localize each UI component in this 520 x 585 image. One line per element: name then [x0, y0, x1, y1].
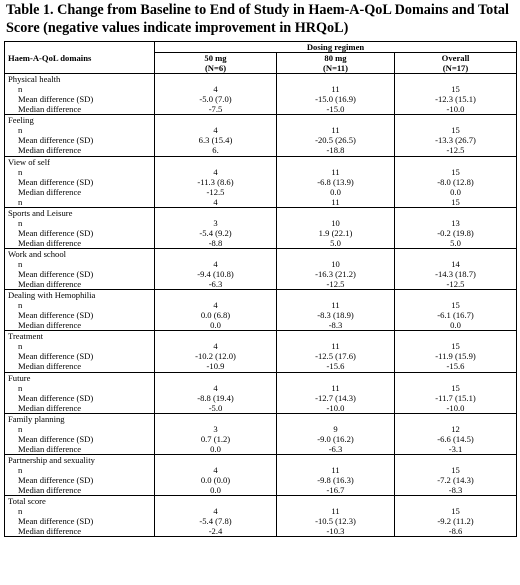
stat-value: 11 [331, 84, 340, 95]
stat-label: n [18, 300, 23, 311]
stat-value: -10.0 [446, 104, 465, 115]
stat-label: n [18, 125, 23, 136]
stat-value: -5.0 [208, 402, 223, 413]
stat-value: 11 [331, 196, 340, 207]
header-domains: Haem-A-QoL domains [5, 42, 155, 74]
stat-value: -12.5 [326, 279, 345, 290]
stat-value: -10.9 [206, 361, 225, 372]
value-cell [395, 454, 517, 495]
stat-value: 4 [213, 300, 218, 311]
stat-value: 3 [213, 423, 218, 434]
value-cell [277, 413, 395, 454]
table-title [6, 1, 516, 37]
domain-spacer [280, 249, 391, 259]
domain-section [5, 496, 517, 537]
stat-value: -8.3 (18.9) [317, 310, 354, 321]
value-cell [395, 496, 517, 537]
stat-value: 11 [331, 506, 340, 517]
stat-label: Mean difference (SD) [18, 176, 94, 187]
table-title-line-2: Score (negative values indicate improvement in HRQoL) [6, 20, 349, 36]
stat-value: 4 [213, 125, 218, 136]
value-cell [155, 454, 277, 495]
stat-value: -12.5 [206, 186, 225, 197]
stat-label: Mean difference (SD) [18, 516, 94, 527]
stat-label: Median difference [18, 443, 82, 454]
value-cell [277, 496, 395, 537]
stat-value: 14 [451, 258, 460, 269]
domain-spacer [398, 331, 513, 341]
stat-label: Median difference [18, 402, 82, 413]
stat-value: -6.8 (13.9) [317, 176, 354, 187]
value-cell [155, 115, 277, 156]
stat-value: 15 [451, 382, 460, 393]
stat-value: 12 [451, 423, 460, 434]
domain-spacer [398, 373, 513, 383]
stat-value: 15 [451, 341, 460, 352]
value-cell [155, 156, 277, 207]
domain-name: View of self [8, 156, 50, 167]
stat-label: Mean difference (SD) [18, 135, 94, 146]
stat-value: -14.3 (18.7) [435, 268, 476, 279]
stat-label: Mean difference (SD) [18, 227, 94, 238]
domain-spacer [280, 455, 391, 465]
value-cell [277, 248, 395, 289]
value-cell [395, 413, 517, 454]
stat-label: n [18, 217, 23, 228]
stat-label: Mean difference (SD) [18, 94, 94, 105]
domain-spacer [158, 331, 273, 341]
header-50mg: 50 mg (N=6) [155, 53, 277, 74]
stat-value: -7.5 [208, 104, 223, 115]
stat-value: 4 [213, 196, 218, 207]
domain-spacer [158, 157, 273, 167]
stat-value: -8.8 [208, 237, 223, 248]
stat-label: Mean difference (SD) [18, 351, 94, 362]
domain-spacer [158, 115, 273, 125]
domain-spacer [280, 496, 391, 506]
stat-label: n [18, 84, 23, 95]
stat-value: -6.6 (14.5) [437, 433, 474, 444]
stat-value: -15.6 [446, 361, 465, 372]
domain-name: Sports and Leisure [8, 207, 73, 218]
domain-spacer [158, 74, 273, 84]
domain-name: Total score [8, 496, 46, 507]
stat-value: 4 [213, 84, 218, 95]
stat-value: -6.1 (16.7) [437, 310, 474, 321]
stat-value: 15 [451, 464, 460, 475]
domain-spacer [280, 74, 391, 84]
domain-cell [5, 496, 155, 537]
stat-value: 0.0 [210, 484, 221, 495]
domain-cell [5, 207, 155, 248]
value-cell [277, 115, 395, 156]
stat-value: -6.3 [208, 279, 223, 290]
header-row-1 [5, 42, 517, 53]
domain-cell [5, 156, 155, 207]
domain-section [5, 207, 517, 248]
domain-cell [5, 372, 155, 413]
stat-value: -9.4 (10.8) [197, 268, 234, 279]
value-cell [277, 454, 395, 495]
domain-name: Dealing with Hemophilia [8, 290, 96, 301]
domain-spacer [398, 290, 513, 300]
domain-spacer [398, 115, 513, 125]
stat-value: -11.9 (15.9) [435, 351, 476, 362]
stat-label: Mean difference (SD) [18, 269, 94, 280]
domain-section [5, 248, 517, 289]
value-cell [155, 496, 277, 537]
stat-value: 0.0 (6.8) [200, 310, 231, 321]
stat-label: Median difference [18, 361, 82, 372]
domain-spacer [158, 208, 273, 218]
domain-name: Treatment [8, 331, 44, 342]
stat-label: Mean difference (SD) [18, 433, 94, 444]
domain-spacer [398, 249, 513, 259]
domain-cell [5, 115, 155, 156]
stat-label: Median difference [18, 186, 82, 197]
stat-value: -9.2 (11.2) [437, 516, 474, 527]
table-title-line-1: Table 1. Change from Baseline to End of Study in Haem-A-QoL Domains and Total [6, 2, 509, 18]
stat-label: Median difference [18, 145, 82, 156]
stat-value: -10.5 (12.3) [315, 516, 356, 527]
domain-section [5, 115, 517, 156]
domain-name: Work and school [8, 248, 67, 259]
header-overall: Overall (N=17) [395, 53, 517, 74]
stat-value: 4 [213, 464, 218, 475]
domain-spacer [280, 414, 391, 424]
domain-spacer [398, 496, 513, 506]
stat-value: -16.3 (21.2) [315, 268, 356, 279]
value-cell [277, 156, 395, 207]
table-body [5, 74, 517, 537]
domain-name: Feeling [8, 115, 34, 126]
domain-cell [5, 74, 155, 115]
value-cell [277, 331, 395, 372]
stat-value: 11 [331, 166, 340, 177]
domain-spacer [280, 290, 391, 300]
stat-label: Median difference [18, 279, 82, 290]
stat-value: 3 [213, 217, 218, 228]
stat-value: -10.0 [446, 402, 465, 413]
stat-value: 11 [331, 125, 340, 136]
domain-cell [5, 331, 155, 372]
stat-label: Median difference [18, 237, 82, 248]
stat-value: -16.7 [326, 484, 345, 495]
domain-spacer [280, 157, 391, 167]
stat-value: 5.0 [450, 237, 461, 248]
stat-value: -10.0 [326, 402, 345, 413]
domain-spacer [158, 414, 273, 424]
domain-spacer [280, 115, 391, 125]
stat-value: 4 [213, 258, 218, 269]
stat-value: 5.0 [330, 237, 341, 248]
value-cell [155, 290, 277, 331]
value-cell [155, 74, 277, 115]
stat-value: 15 [451, 506, 460, 517]
stat-label: n [18, 196, 23, 207]
results-table [4, 41, 517, 537]
stat-value: 15 [451, 196, 460, 207]
value-cell [155, 207, 277, 248]
stat-label: Mean difference (SD) [18, 474, 94, 485]
domain-spacer [158, 373, 273, 383]
stat-value: -10.3 [326, 526, 345, 537]
domain-section [5, 74, 517, 115]
domain-spacer [158, 249, 273, 259]
value-cell [277, 290, 395, 331]
stat-value: -15.0 (16.9) [315, 94, 356, 105]
stat-value: 6.3 (15.4) [198, 135, 233, 146]
stat-value: 11 [331, 341, 340, 352]
stat-value: -9.8 (16.3) [317, 474, 354, 485]
value-cell [395, 115, 517, 156]
value-cell [395, 372, 517, 413]
domain-section [5, 290, 517, 331]
stat-value: 4 [213, 382, 218, 393]
stat-value: -12.3 (15.1) [435, 94, 476, 105]
stat-value: -2.4 [208, 526, 223, 537]
stat-label: Median difference [18, 104, 82, 115]
value-cell [155, 372, 277, 413]
domain-section [5, 413, 517, 454]
domain-spacer [158, 496, 273, 506]
stat-value: 0.0 [450, 186, 461, 197]
domain-spacer [158, 455, 273, 465]
stat-value: -12.7 (14.3) [315, 392, 356, 403]
stat-value: 11 [331, 382, 340, 393]
stat-value: 15 [451, 166, 460, 177]
domain-name: Family planning [8, 413, 65, 424]
stat-value: 0.0 [450, 320, 461, 331]
stat-label: n [18, 464, 23, 475]
domain-name: Future [8, 372, 31, 383]
domain-name: Physical health [8, 74, 61, 85]
stat-value: 4 [213, 166, 218, 177]
stat-label: n [18, 423, 23, 434]
stat-value: -13.3 (26.7) [435, 135, 476, 146]
stat-value: -8.3 [328, 320, 343, 331]
value-cell [395, 290, 517, 331]
domain-section [5, 331, 517, 372]
stat-value: 15 [451, 125, 460, 136]
domain-spacer [280, 331, 391, 341]
domain-spacer [158, 290, 273, 300]
domain-spacer [398, 157, 513, 167]
stat-value: 6. [212, 145, 219, 156]
stat-value: 4 [213, 506, 218, 517]
stat-value: -12.5 [446, 145, 465, 156]
stat-label: n [18, 506, 23, 517]
domain-spacer [280, 373, 391, 383]
stat-value: -20.5 (26.5) [315, 135, 356, 146]
domain-spacer [398, 414, 513, 424]
stat-value: -15.6 [326, 361, 345, 372]
stat-value: -5.0 (7.0) [199, 94, 232, 105]
stat-label: Mean difference (SD) [18, 392, 94, 403]
value-cell [395, 207, 517, 248]
stat-value: 15 [451, 84, 460, 95]
stat-value: -9.0 (16.2) [317, 433, 354, 444]
value-cell [395, 74, 517, 115]
stat-label: n [18, 258, 23, 269]
stat-value: 10 [331, 217, 340, 228]
domain-cell [5, 413, 155, 454]
stat-label: Median difference [18, 485, 82, 496]
header-80mg: 80 mg (N=11) [277, 53, 395, 74]
stat-label: n [18, 166, 23, 177]
stat-value: 13 [451, 217, 460, 228]
stat-value: 10 [331, 258, 340, 269]
stat-label: Median difference [18, 526, 82, 537]
value-cell [155, 248, 277, 289]
domain-cell [5, 248, 155, 289]
header-dosing-regimen: Dosing regimen [155, 42, 517, 53]
stat-value: 1.9 (22.1) [318, 227, 353, 238]
domain-spacer [398, 74, 513, 84]
stat-value: -12.5 [446, 279, 465, 290]
stat-value: -7.2 (14.3) [437, 474, 474, 485]
value-cell [277, 74, 395, 115]
stat-value: 0.0 (0.0) [200, 474, 231, 485]
domain-spacer [398, 455, 513, 465]
stat-label: Median difference [18, 320, 82, 331]
value-cell [395, 331, 517, 372]
domain-spacer [280, 208, 391, 218]
stat-value: -5.4 (9.2) [199, 227, 232, 238]
value-cell [155, 413, 277, 454]
value-cell [395, 156, 517, 207]
stat-value: -6.3 [328, 443, 343, 454]
stat-value: -18.8 [326, 145, 345, 156]
stat-value: 9 [333, 423, 338, 434]
value-cell [155, 331, 277, 372]
stat-value: -3.1 [448, 443, 463, 454]
stat-value: -8.3 [448, 484, 463, 495]
stat-value: 15 [451, 300, 460, 311]
stat-value: -0.2 (19.8) [437, 227, 474, 238]
domain-cell [5, 290, 155, 331]
value-cell [277, 372, 395, 413]
stat-value: 11 [331, 464, 340, 475]
stat-value: 0.7 (1.2) [200, 433, 231, 444]
domain-section [5, 372, 517, 413]
stat-value: -5.4 (7.8) [199, 516, 232, 527]
stat-label: n [18, 382, 23, 393]
domain-section [5, 156, 517, 207]
domain-cell [5, 454, 155, 495]
stat-value: 0.0 [210, 443, 221, 454]
value-cell [395, 248, 517, 289]
document [0, 1, 520, 537]
domain-spacer [398, 208, 513, 218]
stat-value: 0.0 [330, 186, 341, 197]
stat-value: -8.8 (19.4) [197, 392, 234, 403]
stat-value: -11.3 (8.6) [197, 176, 234, 187]
stat-value: -11.7 (15.1) [435, 392, 476, 403]
stat-label: n [18, 341, 23, 352]
stat-value: -8.0 (12.8) [437, 176, 474, 187]
stat-value: -12.5 (17.6) [315, 351, 356, 362]
stat-value: -8.6 [448, 526, 463, 537]
domain-name: Partnership and sexuality [8, 454, 95, 465]
stat-value: -15.0 [326, 104, 345, 115]
value-cell [277, 207, 395, 248]
stat-value: 11 [331, 300, 340, 311]
domain-section [5, 454, 517, 495]
stat-value: 4 [213, 341, 218, 352]
stat-label: Mean difference (SD) [18, 310, 94, 321]
stat-value: 0.0 [210, 320, 221, 331]
stat-value: -10.2 (12.0) [195, 351, 236, 362]
